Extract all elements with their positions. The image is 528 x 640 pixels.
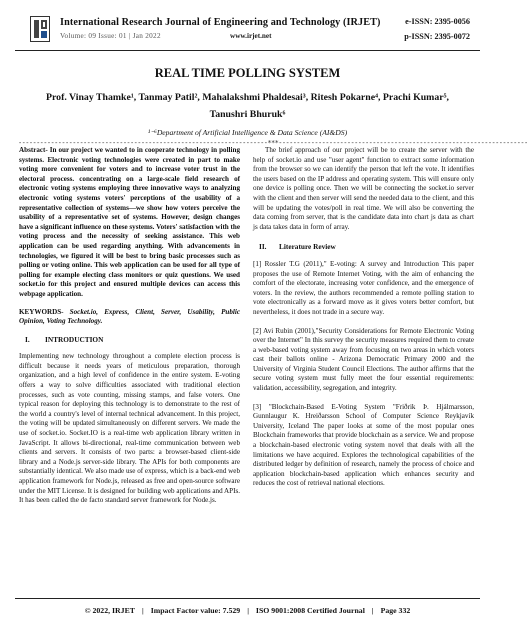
separator-line: ---------------------------------------------------------------------***--------------------------------------------------------------------- [18, 139, 528, 147]
keywords-text: Socket.io, Express, Client, Server, Usability, Public Opinion, Voting Technology. [19, 307, 240, 326]
irjet-logo-icon [30, 16, 50, 42]
affiliation: ¹⁻⁶Department of Artificial Intelligence & Data Science (AI&DS) [147, 128, 348, 137]
footer-iso: ISO 9001:2008 Certified Journal [255, 606, 365, 615]
footer-impact: Impact Factor value: 7.529 [150, 606, 241, 615]
intro-number: I. [25, 334, 30, 344]
right-column [253, 146, 474, 498]
reference-3: [3] "Blockchain-Based E-Voting System "Friðrik Þ. Hjálmarsson, Gunnlaugur K. Hreiðarsson School of Computer Science Reykjavík University, Iceland The paper looks at some of the most popular ones Blockchain frameworks that provide blockchain as a service. We and propose a blockchain-based electronic voting system novel that deals with all the limitations we have acquired. Explores the technological capabilities of the distributed ledger by definition of research, namely the process of choice and application blockchain-based application which enhances security and reduces the cost of retrieval national elections. [253, 402, 474, 488]
paper-title: REAL TIME POLLING SYSTEM [154, 66, 341, 80]
journal-title: International Research Journal of Engineering and Technology (IRJET) [60, 17, 381, 28]
approach-text: The brief approach of our project will be to create the server with the help of socket.io and use "user agent" function to extract some information from the browser so we can identify the person that left the vote. It identifies the users based on the IP address and operating system. This will ensure only one device is polling once. Then we will be connecting the socket.io server with the client and then server will send the needed data to the client, and this will be updating the votes/poll in real time. We will also be converting the data coming from server, that is the candidate data into chart js data as chart js data takes data in form of array. [253, 146, 474, 231]
keywords-label: KEYWORDS- [19, 307, 64, 316]
abstract-text: In our project we wanted to in cooperate technology in polling systems. Electronic voting technologies were created in part to make voting more convenient for voters and to increase voter trust in the electoral process. concentrating on a large-scale field research of electronic voting systems employing three innovative ways to analyzing electronic voting systems voters' perceptions of the usability of a representative collection of systems—we show how voters perceive the usability of a representative set of systems. However, design changes have a significant influence on these systems. Voters' satisfaction with the voting process and the necessity of seeking assistance. This web application can be used regarding anything. With advancements in technologies, we figured it will be best to bring basic processes such as polling or voting online. This web application can be used for all type of polling for example electing class monitors or quiz questions. We used socket.io for this project and ensured multiple devices can access this webpage application. [19, 146, 240, 298]
journal-website[interactable]: www.irjet.net [230, 32, 272, 40]
intro-text: Implementing new technology throughout a complete election process is difficult because it needs years of meticulous preparation, thorough organization, and a high level of confidence in the entire system. E-voting offers a way to solve difficulties associated with traditional election processes, such as vote counting, missing stamps, and false voters. One typical reason for deploying this technology is to demonstrate to the rest of the world a country's level of internal technical advancement. In this project, the voting will be updated simultaneously on different servers. We made the use of socket.io. Socket.IO is a real-time web application library written in JavaScript. It allows bi-directional, real-time communication between web clients and servers. It consists of two parts: a browser-based client-side library and a Node.js server-side library. The APIs for both components are substantially identical. We also made use of express, which is a back-end web application framework for Node.js, released as free and open-source software under the MIT License. It is designed for building web applications and APIs. It has been called the de facto standard server framework for Node.js. [19, 352, 240, 505]
intro-heading [19, 335, 240, 345]
e-issn: e-ISSN: 2395-0056 [405, 17, 470, 26]
footer-copyright: © 2022, IRJET [84, 606, 135, 615]
journal-header [30, 14, 470, 48]
left-column [19, 146, 240, 509]
p-issn: p-ISSN: 2395-0072 [404, 32, 470, 41]
header-divider [15, 50, 480, 51]
journal-logo [30, 16, 50, 42]
literature-number: II. [259, 242, 267, 252]
literature-title: Literature Review [279, 242, 336, 252]
author-list: Prof. Vinay Thamke¹, Tanmay Patil², Mahalakshmi Phaldesai³, Ritesh Pokarne⁴, Prachi Kumar⁵, Tanushri Bhuruk⁶ [46, 92, 449, 120]
keywords [19, 308, 240, 327]
footer-divider [15, 598, 480, 599]
abstract-label: Abstract- [19, 146, 48, 154]
page-number: Page 332 [380, 606, 411, 615]
volume-issue: Volume: 09 Issue: 01 | Jan 2022 [60, 32, 161, 40]
intro-title: INTRODUCTION [45, 334, 104, 344]
page-footer: © 2022, IRJET | Impact Factor value: 7.529 | ISO 9001:2008 Certified Journal | Page 332 [84, 606, 411, 615]
reference-1: [1] Rossler T.G (2011)," E-voting: A survey and Introduction This paper proposes the use of Remote Internet Voting, with the aim of enhancing the comfort of the electorate, increasing voter confidence, and the emergence of voters. In the review, the authors recommended a remote polling station to vote electronically as a forward move as it gives voters better comfort, but nevertheless, it does not trade in a secure way. [253, 259, 474, 316]
reference-2: [2] Avi Rubin (2001),"Security Considerations for Remote Electronic Voting over the Internet" In this survey the security measures required them to create a web-based voting system away from focusing on two areas in which voters cast their ballots online - Arizona Democratic Primary 2000 and the University of Virginia Student Council Elections. The author affirms that the secure voting system must fully meet the four essential requirements: validation, accessibility, segregation, and integrity. [253, 326, 474, 393]
literature-heading [253, 242, 474, 252]
abstract [19, 146, 240, 300]
